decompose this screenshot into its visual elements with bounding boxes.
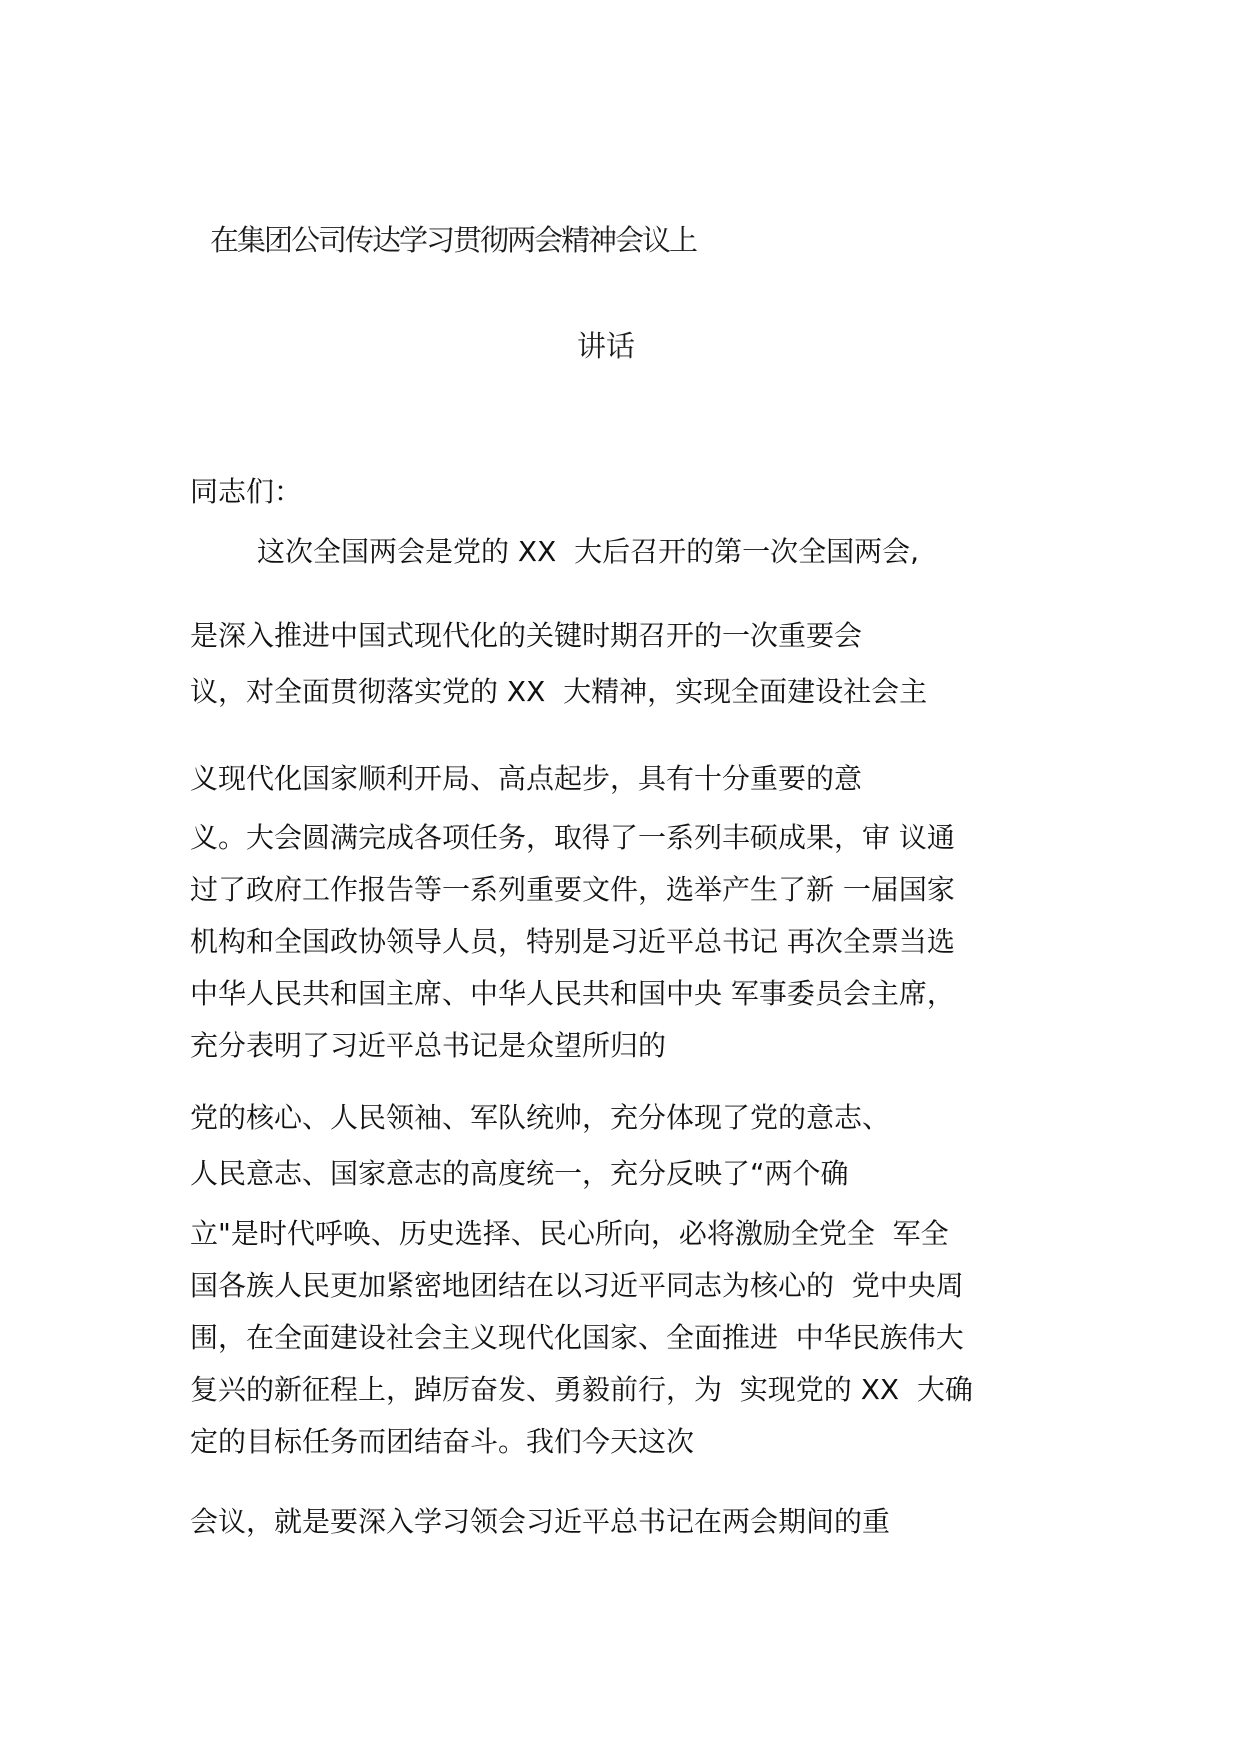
body-line: 复兴的新征程上，踔厉奋发、勇毅前行，为 实现党的 XX 大确 [190, 1373, 973, 1406]
body-line: 这次全国两会是党的 XX 大后召开的第一次全国两会, [257, 535, 919, 568]
body-line: 过了政府工作报告等一系列重要文件，选举产生了新 一届国家 [190, 873, 955, 906]
document-title-line-2: 讲话 [577, 329, 636, 363]
body-line: 会议，就是要深入学习领会习近平总书记在两会期间的重 [190, 1505, 891, 1538]
body-line: 围，在全面建设社会主义现代化国家、全面推进 中华民族伟大 [190, 1321, 964, 1354]
body-line: 是深入推进中国式现代化的关键时期召开的一次重要会 [190, 619, 863, 652]
body-line: 党的核心、人民领袖、军队统帅，充分体现了党的意志、 [190, 1101, 891, 1134]
body-line: 机构和全国政协领导人员，特别是习近平总书记 再次全票当选 [190, 925, 955, 958]
salutation: 同志们： [190, 475, 303, 508]
body-line: 中华人民共和国主席、中华人民共和国中央 军事委员会主席， [190, 977, 955, 1010]
body-line: 充分表明了习近平总书记是众望所归的 [190, 1029, 667, 1062]
body-line: 定的目标任务而团结奋斗。我们今天这次 [190, 1425, 695, 1458]
body-line: 人民意志、国家意志的高度统一，充分反映了“两个确 [190, 1157, 849, 1190]
body-line: 国各族人民更加紧密地团结在以习近平同志为核心的 党中央周 [190, 1269, 964, 1302]
body-line: 义现代化国家顺利开局、高点起步，具有十分重要的意 [190, 762, 863, 795]
body-line: 立"是时代呼唤、历史选择、民心所向，必将激励全党全 军全 [190, 1217, 949, 1250]
body-line: 义。大会圆满完成各项任务，取得了一系列丰硕成果，审 议通 [190, 821, 955, 854]
body-line: 议，对全面贯彻落实党的 XX 大精神，实现全面建设社会主 [190, 675, 928, 708]
document-title-line-1: 在集团公司传达学习贯彻两会精神会议上 [210, 223, 697, 257]
